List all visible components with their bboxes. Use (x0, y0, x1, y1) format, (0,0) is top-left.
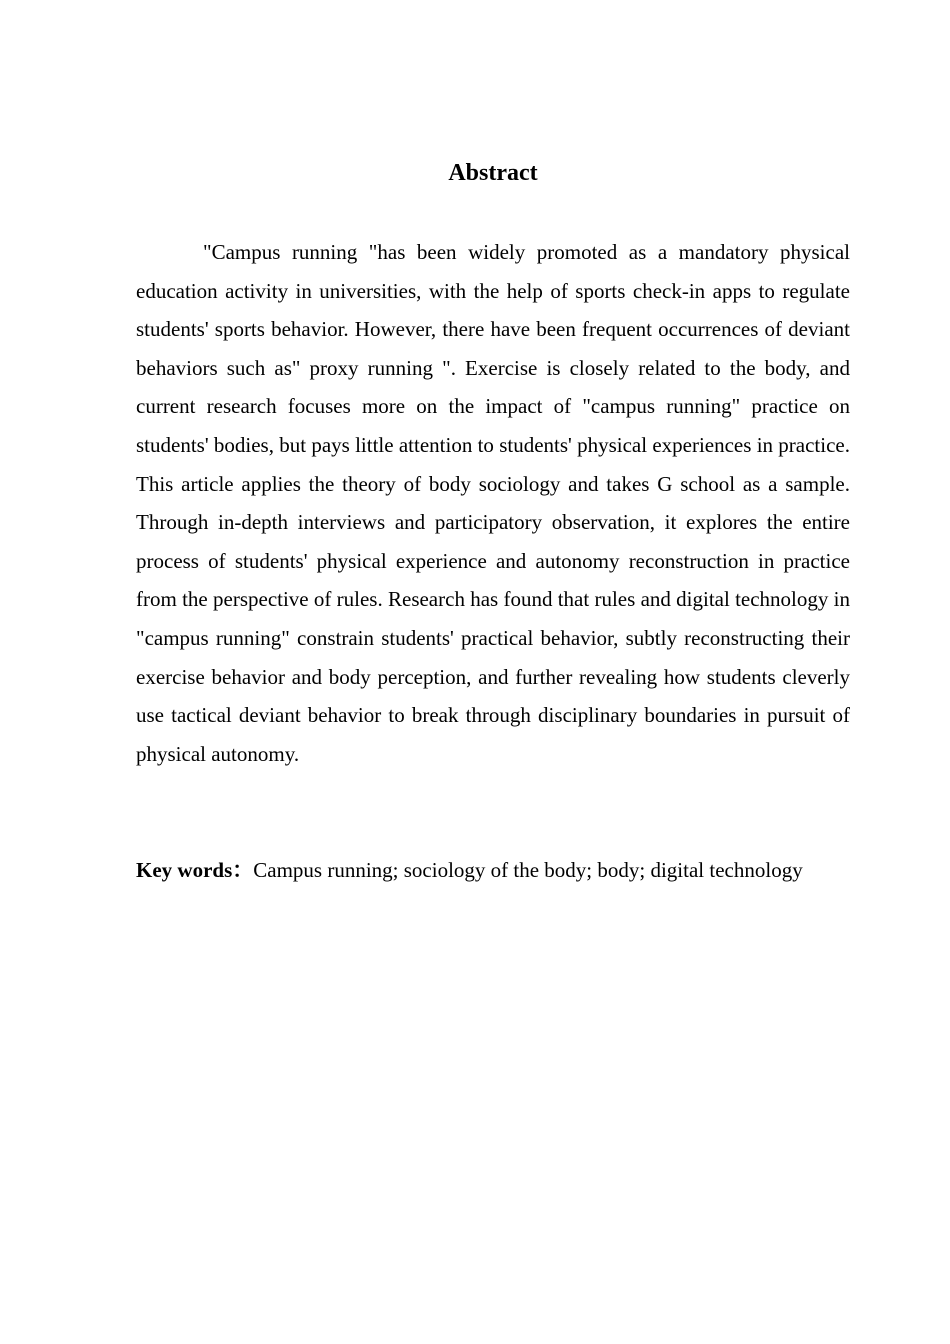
keywords-line (136, 851, 856, 890)
keywords-label: Key words： (136, 858, 254, 882)
abstract-title: Abstract (448, 160, 538, 186)
keywords-text: Campus running; sociology of the body; body; digital technology (253, 858, 803, 882)
abstract-paragraph: "Campus running "has been widely promoted as a mandatory physical education activity in universities, with the help of sports check-in apps to regulate students' sports behavior. However, there have been frequent occurrences of deviant behaviors such as" proxy running ". Exercise is closely related to the body, and current research focuses more on the impact of "campus running" practice on students' bodies, but pays little attention to students' physical experiences in practice. This article applies the theory of body sociology and takes G school as a sample. Through in-depth interviews and participatory observation, it explores the entire process of students' physical experience and autonomy reconstruction in practice from the perspective of rules. Research has found that rules and digital technology in "campus running" constrain students' practical behavior, subtly reconstructing their exercise behavior and body perception, and further revealing how students cleverly use tactical deviant behavior to break through disciplinary boundaries in pursuit of physical autonomy. (136, 240, 850, 766)
